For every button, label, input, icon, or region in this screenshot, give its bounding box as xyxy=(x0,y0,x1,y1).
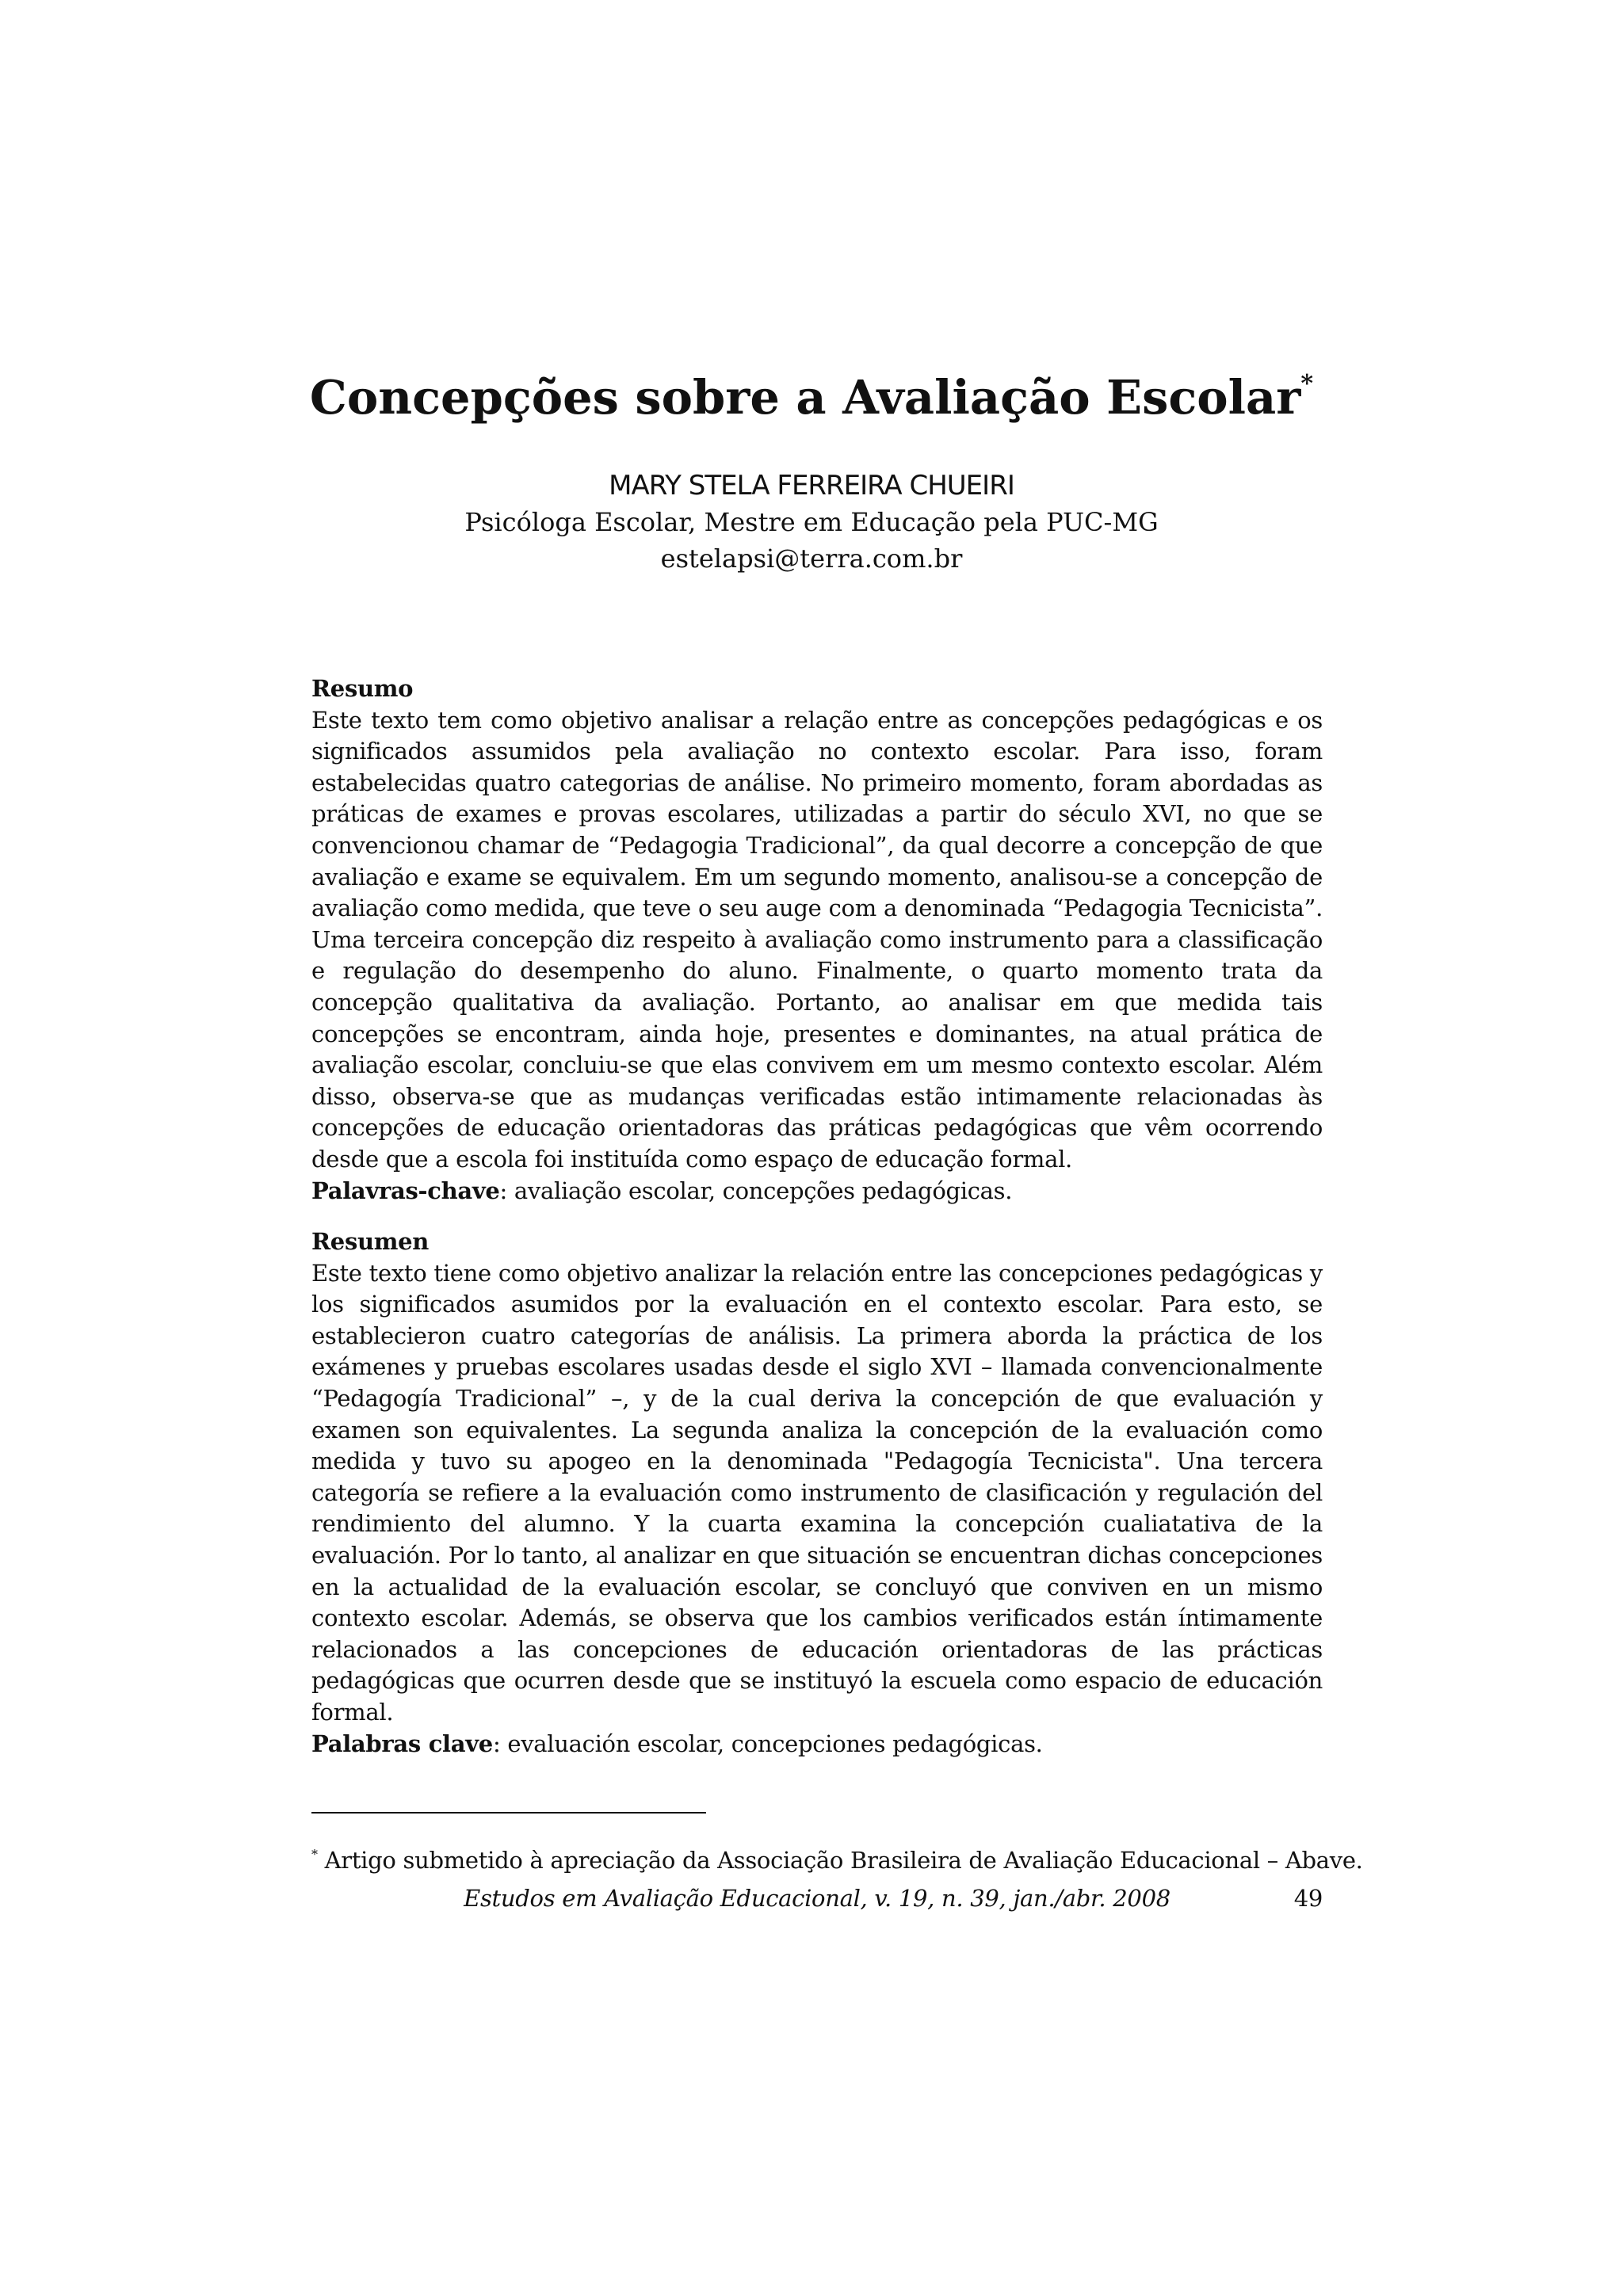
keywords-label-spanish: Palabras clave xyxy=(311,1730,493,1757)
author-email: estelapsi@terra.com.br xyxy=(660,543,963,574)
paper-title-text: Concepções sobre a Avaliação Escolar xyxy=(309,370,1301,425)
keywords-label-portuguese: Palavras-chave xyxy=(311,1177,500,1204)
keywords-list-spanish: : evaluación escolar, concepciones pedagógicas. xyxy=(492,1730,1043,1757)
page-number: 49 xyxy=(1293,1885,1323,1912)
abstract-spanish xyxy=(311,1226,1323,1760)
footnote-mark: * xyxy=(311,1847,318,1862)
author-name: MARY STELA FERREIRA CHUEIRI xyxy=(609,470,1014,502)
abstract-heading-resumo: Resumo xyxy=(311,675,414,702)
abstract-text-portuguese: Este texto tem como objetivo analisar a relação entre as concepções pedagógicas e os significados assumidos pela avaliação no contexto escolar. Para isso, foram estabelecidas quatro categorias de análise. No primeiro momento, foram abordadas as práticas de exames e provas escolares, utilizadas a partir do século XVI, no que se convencionou chamar de “Pedagogia Tradicional”, da qual decorre a concepção de que avaliação e exame se equivalem. Em um segundo momento, analisou-se a concepção de avaliação como medida, que teve o seu auge com a denominada “Pedagogia Tecnicista”. Uma terceira concepção diz respeito à avaliação como instrumento para a classificação e regulação do desempenho do aluno. Finalmente, o quarto momento trata da concepção qualitativa da avaliação. Portanto, ao analisar em que medida tais concepções se encontram, ainda hoje, presentes e dominantes, na atual prática de avaliação escolar, concluiu-se que elas convivem em um mesmo contexto escolar. Além disso, observa-se que as mudanças verificadas estão intimamente relacionadas às concepções de educação orientadoras das práticas pedagógicas que vêm ocorrendo desde que a escola foi instituída como espaço de educação formal. xyxy=(311,706,1323,1173)
abstract-heading-resumen: Resumen xyxy=(311,1228,430,1255)
keywords-spanish xyxy=(311,1729,1323,1760)
journal-citation: Estudos em Avaliação Educacional, v. 19, n. 39, jan./abr. 2008 xyxy=(464,1885,1170,1912)
footnote xyxy=(311,1844,1363,1876)
footnote-divider xyxy=(311,1812,706,1814)
title-footnote-mark: * xyxy=(1300,370,1314,398)
paper-title xyxy=(0,366,1623,429)
abstract-portuguese xyxy=(311,673,1323,1207)
keywords-portuguese xyxy=(311,1176,1323,1207)
keywords-list-portuguese: : avaliação escolar, concepções pedagógicas. xyxy=(499,1177,1013,1204)
footnote-text: Artigo submetido à apreciação da Associação Brasileira de Avaliação Educacional – Abave. xyxy=(317,1847,1363,1874)
author-affiliation: Psicóloga Escolar, Mestre em Educação pela PUC-MG xyxy=(464,507,1159,537)
abstract-text-spanish: Este texto tiene como objetivo analizar la relación entre las concepciones pedagógicas y los significados asumidos por la evaluación en el contexto escolar. Para esto, se establecieron cuatro categorías de análisis. La primera aborda la práctica de los exámenes y pruebas escolares usadas desde el siglo XVI – llamada convencionalmente “Pedagogía Tradicional” –, y de la cual deriva la concepción de que evaluación y examen son equivalentes. La segunda analiza la concepción de la evaluación como medida y tuvo su apogeo en la denominada "Pedagogía Tecnicista". Una tercera categoría se refiere a la evaluación como instrumento de clasificación y regulación del rendimiento del alumno. Y la cuarta examina la concepción cualiatativa de la evaluación. Por lo tanto, al analizar en que situación se encuentran dichas concepciones en la actualidad de la evaluación escolar, se concluyó que conviven en un mismo contexto escolar. Además, se observa que los cambios verificados están íntimamente relacionados a las concepciones de educación orientadoras de las prácticas pedagógicas que ocurren desde que se instituyó la escuela como espacio de educación formal. xyxy=(311,1259,1323,1726)
